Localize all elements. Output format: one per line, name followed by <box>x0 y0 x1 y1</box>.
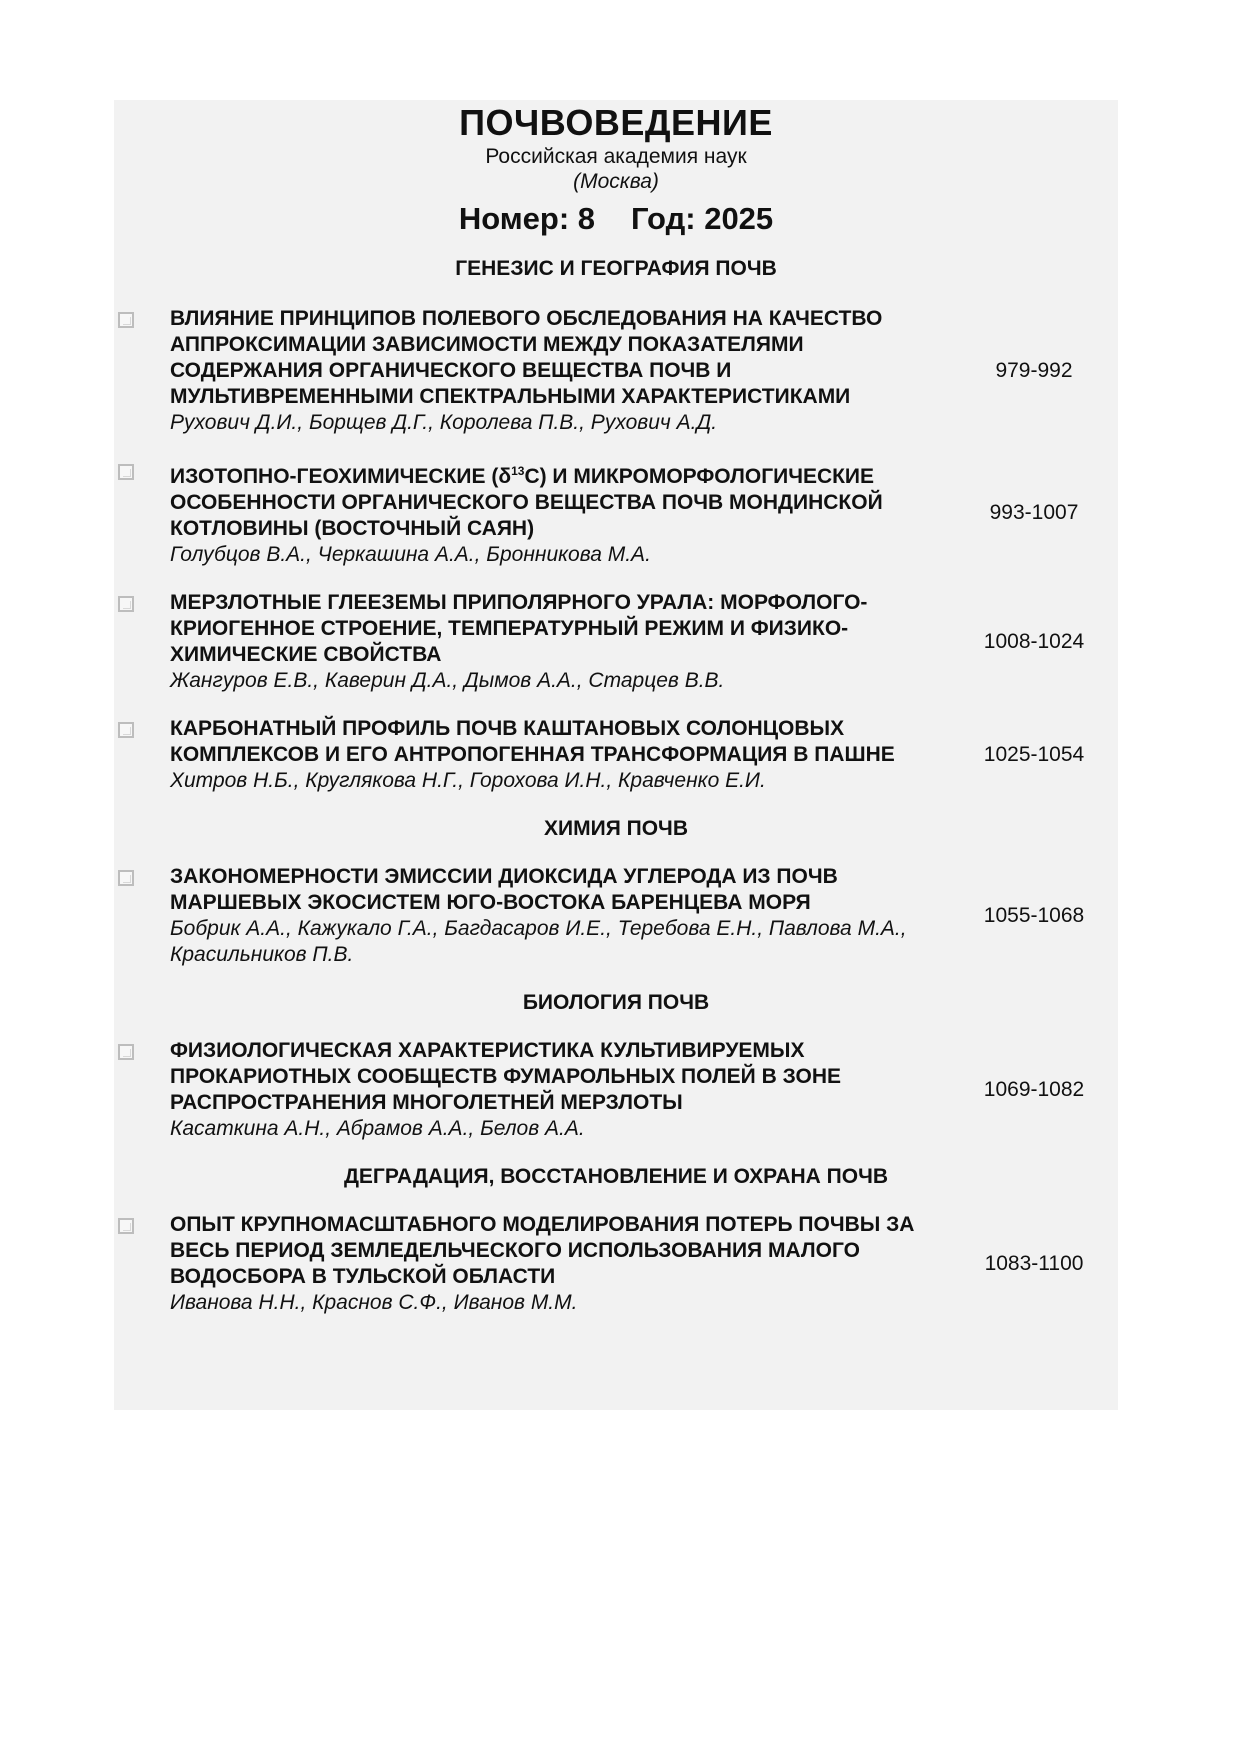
checkbox-icon[interactable] <box>118 464 134 480</box>
article-title[interactable]: МЕРЗЛОТНЫЕ ГЛЕЕЗЕМЫ ПРИПОЛЯРНОГО УРАЛА: МОРФОЛОГО-КРИОГЕННОЕ СТРОЕНИЕ, ТЕМПЕРАТУРНЫЙ РЕЖИМ И ФИЗИКО-ХИМИЧЕСКИЕ СВОЙСТВА <box>170 591 868 666</box>
section-title: ХИМИЯ ПОЧВ <box>544 817 688 840</box>
article-authors: Рухович Д.И., Борщев Д.Г., Королева П.В., Рухович А.Д. <box>170 411 718 434</box>
article-row <box>114 590 1118 694</box>
article-authors: Жангуров Е.В., Каверин Д.А., Дымов А.А., Старцев В.В. <box>170 669 725 692</box>
article-row <box>114 306 1118 436</box>
article-authors: Хитров Н.Б., Круглякова Н.Г., Горохова И.Н., Кравченко Е.И. <box>170 769 766 792</box>
article-title-part: ИЗОТОПНО-ГЕОХИМИЧЕСКИЕ (δ <box>170 465 512 488</box>
article-authors: Бобрик А.А., Кажукало Г.А., Багдасаров И.Е., Теребова Е.Н., Павлова М.А., Красильников П.В. <box>170 917 907 966</box>
article-title[interactable]: КАРБОНАТНЫЙ ПРОФИЛЬ ПОЧВ КАШТАНОВЫХ СОЛОНЦОВЫХ КОМПЛЕКСОВ И ЕГО АНТРОПОГЕННАЯ ТРАНСФОРМАЦИЯ В ПАШНЕ <box>170 717 895 766</box>
issue-info <box>114 200 1118 238</box>
article-row <box>114 1212 1118 1316</box>
article-row <box>114 716 1118 794</box>
article-title[interactable]: ЗАКОНОМЕРНОСТИ ЭМИССИИ ДИОКСИДА УГЛЕРОДА ИЗ ПОЧВ МАРШЕВЫХ ЭКОСИСТЕМ ЮГО-ВОСТОКА БАРЕНЦЕВА МОРЯ <box>170 865 838 914</box>
checkbox-icon[interactable] <box>118 870 134 886</box>
article-row <box>114 864 1118 968</box>
article-title[interactable]: ФИЗИОЛОГИЧЕСКАЯ ХАРАКТЕРИСТИКА КУЛЬТИВИРУЕМЫХ ПРОКАРИОТНЫХ СООБЩЕСТВ ФУМАРОЛЬНЫХ ПОЛЕЙ В ЗОНЕ РАСПРОСТРАНЕНИЯ МНОГОЛЕТНЕЙ МЕРЗЛОТЫ <box>170 1039 841 1114</box>
checkbox-icon[interactable] <box>118 722 134 738</box>
article-authors: Иванова Н.Н., Краснов С.Ф., Иванов М.М. <box>170 1291 578 1314</box>
article-title-part: С) И МИКРОМОРФОЛОГИЧЕСКИЕ ОСОБЕННОСТИ ОРГАНИЧЕСКОГО ВЕЩЕСТВА ПОЧВ МОНДИНСКОЙ КОТЛОВИНЫ (ВОСТОЧНЫЙ САЯН) <box>170 465 883 540</box>
issue-number: Номер: 8 <box>458 201 596 236</box>
journal-publisher: Российская академия наук <box>485 145 747 168</box>
article-authors: Голубцов В.А., Черкашина А.А., Бронникова М.А. <box>170 543 651 566</box>
article-pages: 1055-1068 <box>983 904 1085 927</box>
journal-title: ПОЧВОВЕДЕНИЕ <box>459 102 773 143</box>
article-authors: Касаткина А.Н., Абрамов А.А., Белов А.А. <box>170 1117 585 1140</box>
checkbox-icon[interactable] <box>118 312 134 328</box>
article-row <box>114 1038 1118 1142</box>
section-title: ГЕНЕЗИС И ГЕОГРАФИЯ ПОЧВ <box>455 257 777 280</box>
section-title: БИОЛОГИЯ ПОЧВ <box>522 991 710 1014</box>
table-of-contents <box>114 100 1118 1410</box>
article-title[interactable]: ВЛИЯНИЕ ПРИНЦИПОВ ПОЛЕВОГО ОБСЛЕДОВАНИЯ НА КАЧЕСТВО АППРОКСИМАЦИИ ЗАВИСИМОСТИ МЕЖДУ ПОКАЗАТЕЛЯМИ СОДЕРЖАНИЯ ОРГАНИЧЕСКОГО ВЕЩЕСТВА ПОЧВ И МУЛЬТИВРЕМЕННЫМИ СПЕКТРАЛЬНЫМИ ХАРАКТЕРИСТИКАМИ <box>170 307 883 408</box>
article-pages: 1069-1082 <box>983 1078 1085 1101</box>
article-pages: 979-992 <box>995 359 1073 382</box>
issue-year: Год: 2025 <box>631 201 774 236</box>
article-pages: 1025-1054 <box>983 743 1085 766</box>
article-title-superscript: 13 <box>511 464 525 478</box>
article-pages: 1008-1024 <box>983 630 1085 653</box>
article-pages: 1083-1100 <box>984 1252 1084 1275</box>
article-title[interactable]: ОПЫТ КРУПНОМАСШТАБНОГО МОДЕЛИРОВАНИЯ ПОТЕРЬ ПОЧВЫ ЗА ВЕСЬ ПЕРИОД ЗЕМЛЕДЕЛЬЧЕСКОГО ИСПОЛЬЗОВАНИЯ МАЛОГО ВОДОСБОРА В ТУЛЬСКОЙ ОБЛАСТИ <box>170 1213 915 1288</box>
article-row <box>114 458 1118 568</box>
checkbox-icon[interactable] <box>118 1044 134 1060</box>
article-pages: 993-1007 <box>989 501 1079 524</box>
journal-city: (Москва) <box>573 170 659 193</box>
section-title: ДЕГРАДАЦИЯ, ВОССТАНОВЛЕНИЕ И ОХРАНА ПОЧВ <box>343 1165 889 1188</box>
checkbox-icon[interactable] <box>118 1218 134 1234</box>
checkbox-icon[interactable] <box>118 596 134 612</box>
article-title[interactable] <box>170 458 950 542</box>
journal-header <box>114 102 1118 238</box>
